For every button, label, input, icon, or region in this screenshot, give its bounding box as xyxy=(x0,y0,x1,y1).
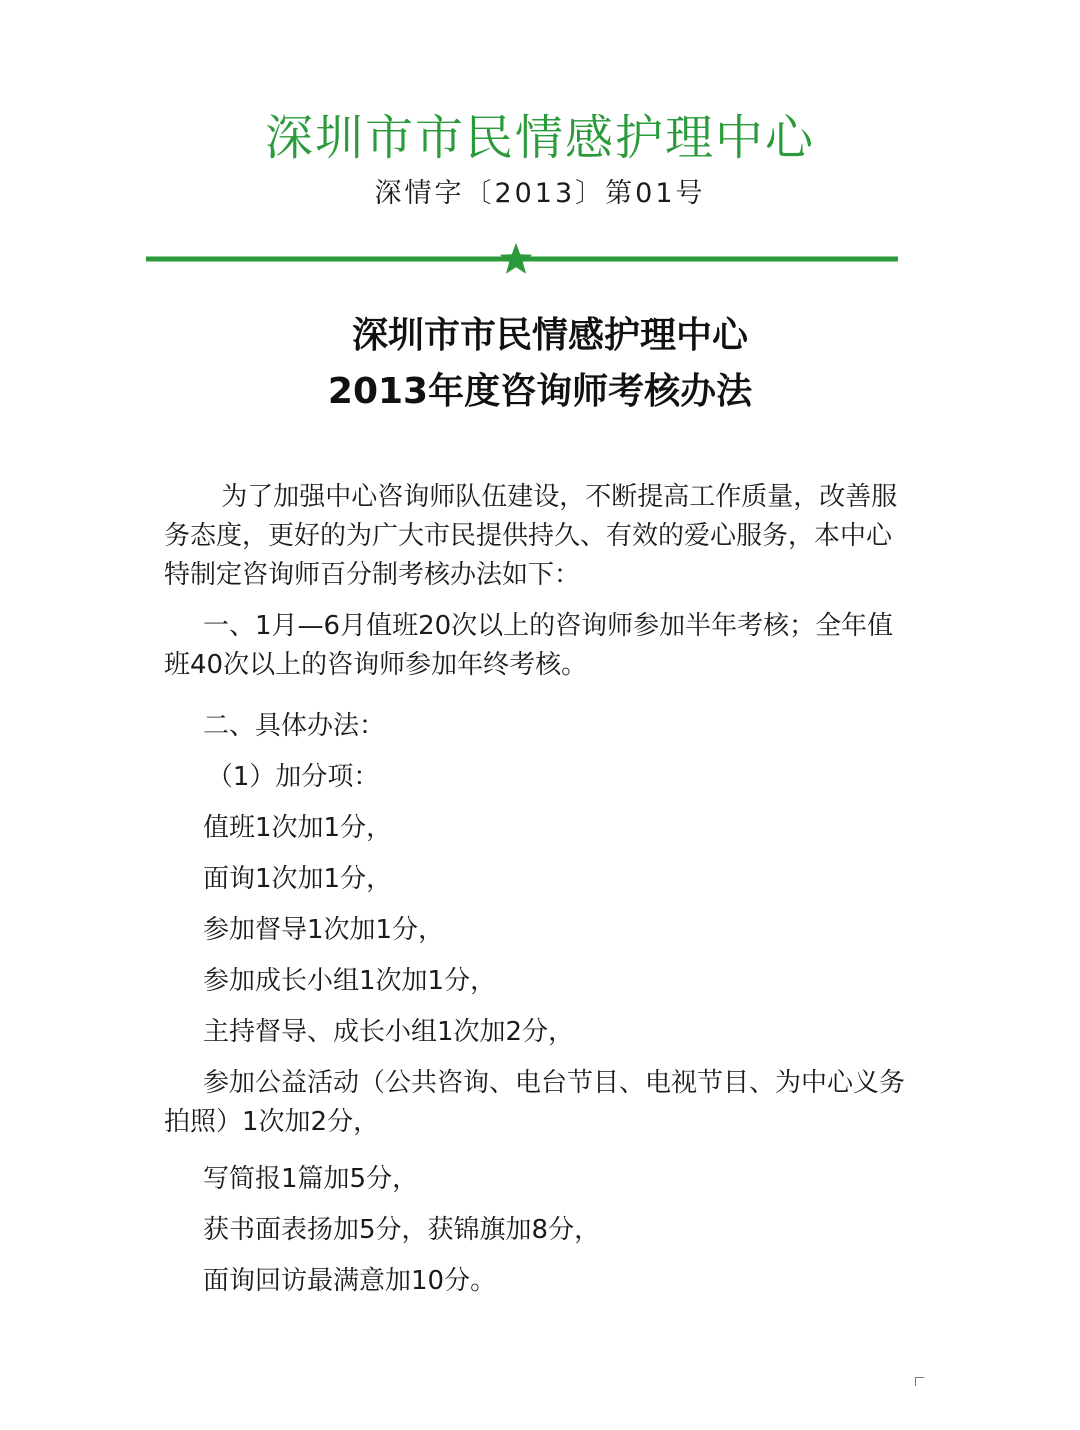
header-doc-number: 深情字〔2013〕第01号 xyxy=(374,178,706,209)
section-2-heading: 二、具体办法： xyxy=(203,711,386,741)
list-item: 获书面表扬加5分，获锦旗加8分， xyxy=(203,1215,601,1245)
corner-mark xyxy=(915,1377,924,1386)
list-item: 面询回访最满意加10分。 xyxy=(203,1266,497,1296)
subsection-1-heading: （1）加分项： xyxy=(206,762,380,792)
list-item: 参加公益活动（公共咨询、电台节目、电视节目、为中心义务拍照）1次加2分， xyxy=(164,1068,906,1137)
star-icon xyxy=(500,243,532,274)
title-line-2: 2013年度咨询师考核办法 xyxy=(327,371,753,412)
document-body xyxy=(164,478,906,1307)
list-item: 值班1次加1分， xyxy=(203,813,393,843)
list-item: 主持督导、成长小组1次加2分， xyxy=(203,1017,575,1047)
title-line-1: 深圳市市民情感护理中心 xyxy=(351,315,748,356)
list-item: 写简报1篇加5分， xyxy=(203,1164,419,1194)
document-title xyxy=(0,308,1080,420)
header-org-name: 深圳市市民情感护理中心 xyxy=(264,110,815,166)
list-item: 参加督导1次加1分， xyxy=(203,915,445,945)
list-item: 面询1次加1分， xyxy=(203,864,393,894)
list-item: 参加成长小组1次加1分， xyxy=(203,966,497,996)
intro-paragraph: 为了加强中心咨询师队伍建设，不断提高工作质量，改善服务态度，更好的为广大市民提供持久、有效的爱心服务，本中心特制定咨询师百分制考核办法如下： xyxy=(164,482,898,590)
header-divider xyxy=(146,240,898,280)
section-1-paragraph: 一、1月—6月值班20次以上的咨询师参加半年考核；全年值班40次以上的咨询师参加年终考核。 xyxy=(164,611,894,680)
